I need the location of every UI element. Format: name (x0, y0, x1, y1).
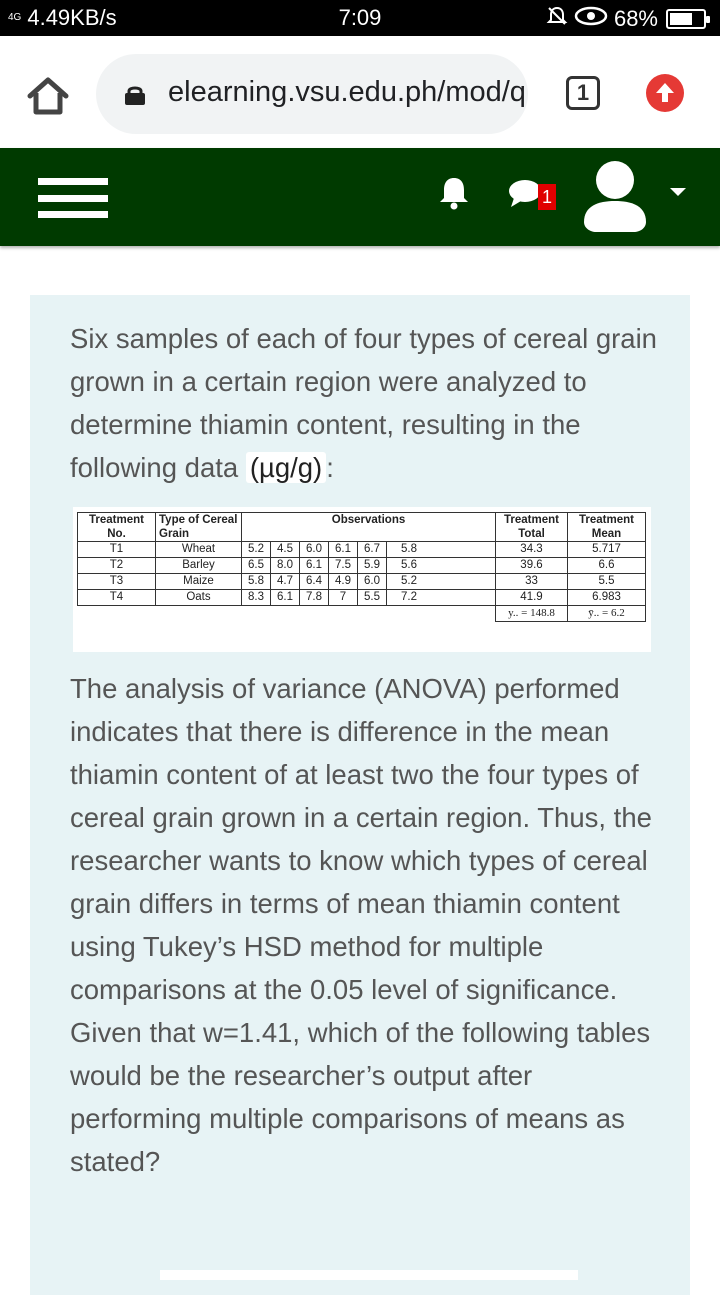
table-totals-row (78, 606, 646, 622)
hamburger-line (38, 178, 108, 185)
question-body: The analysis of variance (ANOVA) performed indicates that there is difference in the mean thiamin content of at least two the four types of cereal grain grown in a certain region. Thus, the researcher wants to know which types of cereal grain differs in terms of mean thiamin content using Tukey’s HSD method for multiple comparisons at the 0.05 level of significance. Given that w=1.41, which of the following tables would be the researcher’s output after performing multiple comparisons of means as stated? (70, 673, 652, 1177)
browser-toolbar (0, 36, 720, 148)
tab-switcher-button[interactable]: 1 (566, 76, 600, 110)
notifications-bell-icon[interactable] (436, 174, 472, 210)
battery-icon (666, 9, 706, 29)
url-text: elearning.vsu.edu.ph/mod/q (168, 76, 526, 108)
hamburger-line (38, 211, 108, 218)
hamburger-line (38, 195, 108, 202)
user-avatar-icon[interactable] (580, 158, 650, 233)
alarm-off-icon (546, 5, 568, 33)
header-total: Treatment Total (496, 513, 568, 542)
update-button[interactable] (646, 74, 684, 112)
table-row: T4 Oats 8.3 6.1 7.8 7 5.5 7.2 41.9 6.983 (78, 590, 646, 606)
battery-fill (670, 13, 692, 25)
question-intro: Six samples of each of four types of cereal grain grown in a certain region were analyzed to determine thiamin content, resulting in the following data (µg/g) : (70, 323, 657, 483)
messages-icon[interactable] (508, 178, 542, 208)
table-row: T1 Wheat 5.2 4.5 6.0 6.1 6.7 5.8 34.3 5.717 (78, 542, 646, 558)
user-menu-caret-icon[interactable] (670, 188, 686, 196)
signal-icon: 4G (8, 12, 22, 23)
grand-mean: ȳ.. = 6.2 (568, 606, 646, 622)
header-mean: Treatment Mean (568, 513, 646, 542)
home-icon (24, 74, 72, 116)
battery-percent: 68% (613, 6, 658, 31)
table-row: T2 Barley 6.5 8.0 6.1 7.5 5.9 5.6 39.6 6.6 (78, 558, 646, 574)
grand-total: y.. = 148.8 (496, 606, 568, 622)
table-row: T3 Maize 5.8 4.7 6.4 4.9 6.0 5.2 33 5.5 (78, 574, 646, 590)
header-observations: Observations (242, 513, 496, 542)
site-navbar (0, 148, 720, 246)
messages-badge: 1 (538, 184, 556, 210)
network-speed: 4.49KB/s (27, 5, 117, 30)
unit-label: (µg/g) (246, 452, 326, 483)
eye-comfort-icon (574, 5, 608, 33)
answer-options-peek (160, 1270, 578, 1280)
header-treatment-no: Treatment No. (78, 513, 156, 542)
clock: 7:09 (338, 5, 382, 30)
thiamin-data-table (77, 512, 646, 622)
data-table-image (73, 507, 651, 652)
question-card (30, 295, 690, 1295)
status-bar (0, 0, 720, 36)
header-type: Type of Cereal Grain (156, 513, 242, 542)
address-bar[interactable] (96, 54, 528, 134)
menu-button[interactable] (38, 178, 108, 218)
arrow-up-icon (646, 74, 684, 112)
lock-icon (124, 85, 146, 105)
home-button[interactable] (24, 74, 72, 116)
